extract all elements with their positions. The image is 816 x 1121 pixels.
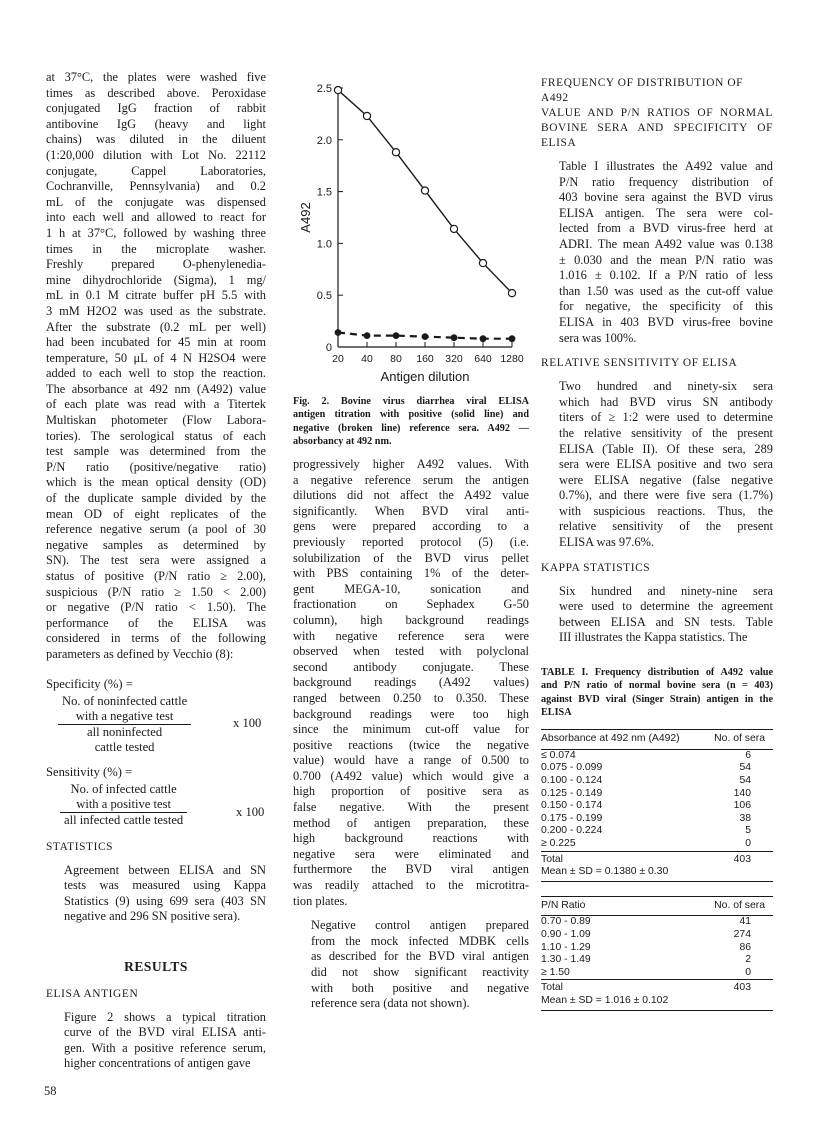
text-line: reference negative serum (a pool of 30 xyxy=(46,522,266,537)
text-line: sera was 100%. xyxy=(559,330,637,345)
positive-data-point xyxy=(392,149,399,156)
text-line: mine dihydrochloride (Sigma), 1 mg/ xyxy=(46,272,266,287)
text-line: status of positive (P/N ratio ≥ 2.00), xyxy=(46,569,266,583)
negative-data-point xyxy=(480,335,487,342)
table-row xyxy=(541,800,773,813)
text-line: P/N ratio (positive/negative ratio) xyxy=(46,459,266,474)
text-line: SN). The test sera were assigned a xyxy=(46,553,266,568)
text-line: ELISA was 97.6%. xyxy=(559,535,654,550)
relative-sensitivity-heading: RELATIVE SENSITIVITY OF ELISA xyxy=(541,357,738,370)
text-line: gen. With a positive reference serum, xyxy=(64,1040,266,1055)
text-line: as described for the BVD viral antigen xyxy=(311,949,529,964)
figure-caption xyxy=(293,395,529,448)
table-1-absorbance xyxy=(541,729,773,882)
negative-data-point xyxy=(393,332,400,339)
left-column xyxy=(46,70,266,1072)
table-row xyxy=(541,762,773,775)
text-line: considered in terms of the following xyxy=(46,631,266,646)
text-line: Negative control antigen prepared xyxy=(311,918,529,933)
text-line: than 1.50 was used as the cut-off value xyxy=(559,283,773,298)
x-tick-label: 320 xyxy=(445,353,463,365)
text-line: with both positive and negative xyxy=(311,980,529,995)
text-line: 0.700 (A492 value) which would give a xyxy=(293,768,529,783)
table-row xyxy=(541,942,773,955)
sensitivity-denominator: all infected cattle tested xyxy=(64,812,184,827)
text-line: Statistics (9) using 699 sera (403 SN xyxy=(64,893,266,908)
text-line: Table I illustrates the A492 value and xyxy=(559,159,773,173)
table-1-header-count: No. of sera xyxy=(704,730,773,750)
table-cell-range: 0.90 - 1.09 xyxy=(541,928,591,940)
table-mean-row xyxy=(541,995,773,1010)
table-cell-count: 0 xyxy=(745,837,751,849)
table-cell-range: 0.150 - 0.174 xyxy=(541,800,603,812)
table-cell-range: 0.075 - 0.099 xyxy=(541,762,603,774)
text-line: negative (broken line) reference sera. A492 — xyxy=(293,422,529,434)
text-line: for negative, the specificity of this xyxy=(559,299,773,314)
text-line: times as described above. Peroxidase xyxy=(46,85,266,100)
text-line: of each plate was read with a Titertek xyxy=(46,397,266,412)
y-tick-label: 1.0 xyxy=(316,238,332,251)
text-line: dilutions did not affect the A492 value xyxy=(293,488,529,503)
specificity-label: Specificity (%) = xyxy=(46,676,133,691)
table-row xyxy=(541,788,773,801)
text-line: against BVD viral (Singer Strain) antigen in the xyxy=(541,693,773,705)
y-tick-label: 1.5 xyxy=(316,186,332,199)
text-line: Six hundred and ninety-nine sera xyxy=(559,583,773,598)
text-line: of the duplicate sample divided by the xyxy=(46,491,266,506)
text-line: P/N ratio frequency distribution of xyxy=(559,174,773,189)
x-tick-label: 20 xyxy=(332,353,344,365)
text-line: ± 0.030 and the mean P/N ratio was xyxy=(559,252,773,267)
table-row xyxy=(541,929,773,942)
text-line: chains) was diluted in the diluent xyxy=(46,132,266,147)
text-line: significantly. When BVD viral anti- xyxy=(293,503,529,518)
table-1-caption xyxy=(541,666,773,719)
table-row xyxy=(541,838,773,851)
titration-chart xyxy=(290,72,538,392)
table-row xyxy=(541,967,773,980)
text-line: suspicious (P/N ratio ≥ 1.50 < 2.00) xyxy=(46,584,266,599)
table-1-pn-ratio xyxy=(541,896,773,1011)
table-cell-range: ≥ 1.50 xyxy=(541,966,570,978)
text-line: a negative reference serum the antigen xyxy=(293,472,529,487)
statistics-paragraph xyxy=(46,863,266,925)
table-cell-count: 0 xyxy=(745,966,751,978)
specificity-formula xyxy=(46,677,266,755)
text-line: was readily attached to the microtitra- xyxy=(293,878,529,893)
text-line: false negative. With the present xyxy=(293,800,529,815)
text-line: with PBS containing 1% of the deter- xyxy=(293,566,529,581)
table-cell-range: ≥ 0.225 xyxy=(541,837,576,849)
text-line: added to each well to stop the reaction. xyxy=(46,366,266,381)
table-row xyxy=(541,813,773,826)
text-line: which is the mean optical density (OD) xyxy=(46,475,266,490)
text-line: ELISA in 403 BVD virus-free bovine xyxy=(559,314,773,329)
text-line: background readings (A492 values) xyxy=(293,675,529,690)
text-line: did not show significant reactivity xyxy=(311,965,529,979)
sensitivity-multiplier: x 100 xyxy=(236,804,265,819)
text-line: mL in 0.1 M citrate buffer pH 5.5 with xyxy=(46,288,266,303)
text-line: negative samples as determined by xyxy=(46,537,266,552)
specificity-multiplier: x 100 xyxy=(233,715,262,730)
text-line: parameters as defined by Vecchio (8): xyxy=(46,646,234,661)
elisa-antigen-paragraph xyxy=(46,1010,266,1072)
text-line: the relative sensitivity of the present xyxy=(559,425,773,440)
table-cell-count: 6 xyxy=(745,749,751,761)
table-total-row xyxy=(541,980,773,995)
positive-data-point xyxy=(334,86,341,93)
table-total-label: Total xyxy=(541,851,704,866)
negative-control-paragraph xyxy=(293,918,529,1012)
text-line: conjugated IgG fraction of rabbit xyxy=(46,101,266,116)
text-line: negative sera were eliminated and xyxy=(293,846,529,861)
table-cell-count: 2 xyxy=(745,954,751,966)
table-cell-count: 5 xyxy=(745,825,751,837)
text-line: second antibody conjugate. These xyxy=(293,659,529,674)
text-line: progressively higher A492 values. With xyxy=(293,457,529,471)
text-line: Agreement between ELISA and SN xyxy=(64,862,266,877)
text-line: which had BVD virus SN antibody xyxy=(559,394,773,409)
table-total-label: Total xyxy=(541,980,647,995)
table-cell-count: 106 xyxy=(733,800,751,812)
text-line: at 37°C, the plates were washed five xyxy=(46,70,266,84)
table-row xyxy=(541,749,773,762)
text-line: antibovine IgG (heavy and light xyxy=(46,116,266,131)
text-line: background readings were too high xyxy=(293,706,529,721)
text-line: method of antigen preparation, these xyxy=(293,815,529,830)
table-mean: Mean ± SD = 1.016 ± 0.102 xyxy=(541,995,773,1010)
text-line: ADRI. The mean A492 value was 0.138 xyxy=(559,236,773,251)
table-cell-range: ≤ 0.074 xyxy=(541,749,576,761)
text-line: The absorbance at 492 nm (A492) value xyxy=(46,381,266,396)
table-2-header-count: No. of sera xyxy=(647,896,773,916)
positive-data-point xyxy=(508,290,515,297)
text-line: ELISA xyxy=(541,137,577,149)
table-row xyxy=(541,825,773,838)
text-line: Cochranville, Pennsylvania) and 0.2 xyxy=(46,179,266,194)
table-cell-count: 54 xyxy=(739,775,751,786)
text-line: high proportion of positive sera as xyxy=(293,784,529,799)
text-line: were used to determine the agreement xyxy=(559,599,773,614)
table-cell-count: 274 xyxy=(733,928,751,940)
table-cell-count: 38 xyxy=(739,812,751,824)
methods-paragraph xyxy=(46,70,266,663)
antigen-continuation-paragraph xyxy=(293,457,529,909)
specificity-numerator-2: with a negative test xyxy=(58,709,191,725)
kappa-paragraph xyxy=(541,584,773,646)
text-line: observed when tested with polyclonal xyxy=(293,644,529,659)
text-line: titers of ≥ 1:2 were used to determine xyxy=(559,410,773,425)
specificity-denominator-2: cattle tested xyxy=(94,739,155,754)
y-tick-label: 2.5 xyxy=(316,83,332,95)
text-line: BOVINE SERA AND SPECIFICITY OF xyxy=(541,122,773,134)
table-cell-range: 1.30 - 1.49 xyxy=(541,954,591,966)
text-line: Figure 2 shows a typical titration xyxy=(64,1009,266,1024)
text-line: had been incubated for 45 min at room xyxy=(46,335,266,350)
table-total-row xyxy=(541,851,773,866)
text-line: furthermore the BVD viral antigen xyxy=(293,862,529,877)
text-line: FREQUENCY OF DISTRIBUTION OF A492 xyxy=(541,77,744,104)
text-line: Freshly prepared O-phenylenedia- xyxy=(46,257,266,272)
text-line: from the mock infected MDBK cells xyxy=(311,933,529,948)
table-total-value: 403 xyxy=(704,851,773,866)
text-line: times in the microplate washer. xyxy=(46,241,266,256)
table-cell-range: 0.200 - 0.224 xyxy=(541,825,603,837)
text-line: ELISA xyxy=(541,706,572,718)
text-line: and P/N ratio of normal bovine sera (n = 403) xyxy=(541,680,773,692)
table-cell-range: 1.10 - 1.29 xyxy=(541,941,591,953)
table-cell-count: 140 xyxy=(733,787,751,799)
text-line: tories). The serological status of each xyxy=(46,428,266,443)
table-cell-range: 0.70 - 0.89 xyxy=(541,916,591,928)
kappa-heading: KAPPA STATISTICS xyxy=(541,561,651,574)
negative-data-point xyxy=(364,332,371,339)
text-line: ranged between 0.250 to 0.350. These xyxy=(293,690,529,705)
right-column xyxy=(541,76,773,1011)
text-line: gent MEGA-10, sonication and xyxy=(293,581,529,596)
text-line: 0.7%), and there were five sera (1.7%) xyxy=(559,488,773,503)
text-line: tion plates. xyxy=(293,893,348,908)
text-line: Multiskan photometer (Flow Labora- xyxy=(46,413,266,428)
text-line: gens were prepared according to a xyxy=(293,519,529,534)
frequency-distribution-heading xyxy=(541,76,773,151)
text-line: test sample was determined from the xyxy=(46,444,266,459)
text-line: antigen titration with positive (solid line) and xyxy=(293,409,529,421)
x-tick-label: 160 xyxy=(416,353,434,365)
table-mean: Mean ± SD = 0.1380 ± 0.30 xyxy=(541,866,773,881)
text-line: sera were ELISA positive and two sera xyxy=(559,457,773,472)
text-line: tests was measured using Kappa xyxy=(64,878,266,893)
text-line: between ELISA and SN tests. Table xyxy=(559,614,773,629)
table-cell-range: 0.125 - 0.149 xyxy=(541,787,603,799)
text-line: performance of the ELISA was xyxy=(46,615,266,630)
positive-data-point xyxy=(479,259,486,266)
negative-data-point xyxy=(509,335,516,342)
table-cell-range: 0.100 - 0.124 xyxy=(541,775,603,786)
page-number: 58 xyxy=(44,1084,57,1098)
text-line: III illustrates the Kappa statistics. The xyxy=(559,630,748,645)
text-line: positive reactions (twice the negative xyxy=(293,737,529,752)
text-line: After the substrate (0.2 mL per well) xyxy=(46,319,266,334)
text-line: fractionation on Sephadex G-50 xyxy=(293,597,529,612)
text-line: were ELISA negative (false negative xyxy=(559,472,773,487)
text-line: lected from a BVD virus-free herd at xyxy=(559,221,773,236)
x-tick-label: 1280 xyxy=(500,353,524,365)
sensitivity-label: Sensitivity (%) = xyxy=(46,764,133,779)
text-line: with negative reference sera were xyxy=(293,628,529,643)
table-row xyxy=(541,916,773,929)
sensitivity-numerator-1: No. of infected cattle xyxy=(70,781,177,796)
text-line: negative and 296 SN positive sera). xyxy=(64,909,241,924)
text-line: 3 mM H2O2 was used as the substrate. xyxy=(46,303,266,318)
text-line: curve of the BVD viral ELISA anti- xyxy=(64,1025,266,1040)
text-line: absorbancy at 492 nm. xyxy=(293,435,392,447)
y-tick-label: 2.0 xyxy=(316,134,332,147)
specificity-denominator-1: all noninfected xyxy=(87,724,163,739)
table-total-value: 403 xyxy=(647,980,773,995)
table-2-header-ratio: P/N Ratio xyxy=(541,896,647,916)
text-line: solubilization of the BVD virus pellet xyxy=(293,550,529,565)
sensitivity-formula xyxy=(46,765,266,828)
text-line: mL of the conjugate was dispensed xyxy=(46,194,266,209)
table-cell-count: 86 xyxy=(739,941,751,953)
text-line: (1:20,000 dilution with Lot No. 22112 xyxy=(46,147,266,162)
negative-data-point xyxy=(451,334,458,341)
text-line: high background reactions with xyxy=(293,831,529,846)
text-line: 403 bovine sera against the BVD virus xyxy=(559,190,773,205)
y-axis-label: A492 xyxy=(298,202,313,233)
text-line: since the minimum cut-off value for xyxy=(293,722,529,737)
middle-column xyxy=(293,457,529,1012)
text-line: mean OD of eight replicates of the xyxy=(46,506,266,521)
results-heading: RESULTS xyxy=(124,958,188,974)
table-cell-count: 41 xyxy=(739,916,751,928)
y-tick-label: 0 xyxy=(325,342,332,354)
x-tick-label: 80 xyxy=(390,353,402,365)
table-1-header-absorbance: Absorbance at 492 nm (A492) xyxy=(541,730,704,750)
text-line: TABLE I. Frequency distribution of A492 value xyxy=(541,667,773,679)
positive-data-point xyxy=(450,225,457,232)
table-cell-range: 0.175 - 0.199 xyxy=(541,812,603,824)
negative-data-point xyxy=(422,333,429,340)
text-line: with suspicious reactions. Thus, the xyxy=(559,503,773,518)
table-row xyxy=(541,954,773,967)
sensitivity-numerator-2: with a positive test xyxy=(60,797,187,813)
text-line: reference sera (data not shown). xyxy=(311,996,470,1011)
text-line: Fig. 2. Bovine virus diarrhea viral ELISA xyxy=(293,396,529,407)
table-row xyxy=(541,775,773,788)
text-line: relative sensitivity of the present xyxy=(559,519,773,534)
positive-data-point xyxy=(363,112,370,119)
text-line: higher concentrations of antigen gave xyxy=(64,1056,251,1071)
text-line: temperature, 50 μL of 4 N H2SO4 were xyxy=(46,350,266,365)
text-line: column), high background readings xyxy=(293,612,529,627)
text-line: VALUE AND P/N RATIOS OF NORMAL xyxy=(541,107,773,119)
elisa-antigen-heading: ELISA ANTIGEN xyxy=(46,987,139,1000)
text-line: into each well and allowed to react for xyxy=(46,210,266,225)
text-line: 1.016 ± 0.102. If a P/N ratio of less xyxy=(559,268,773,283)
specificity-numerator-1: No. of noninfected cattle xyxy=(62,693,188,708)
text-line: or negative (P/N ratio < 1.50). The xyxy=(46,600,266,615)
figure-2 xyxy=(290,72,538,392)
text-line: ELISA antigen. The sera were col- xyxy=(559,205,773,220)
text-line: Two hundred and ninety-six sera xyxy=(559,379,773,394)
text-line: ELISA (Table II). Of these sera, 289 xyxy=(559,441,773,456)
table-mean-row xyxy=(541,866,773,881)
x-axis-label: Antigen dilution xyxy=(380,369,470,384)
text-line: 1 h at 37°C, followed by washing three xyxy=(46,225,266,240)
y-tick-label: 0.5 xyxy=(316,290,332,303)
positive-data-point xyxy=(421,187,428,194)
text-line: value) would have a range of 0.500 to xyxy=(293,753,529,768)
text-line: conjugate, Cappel Laboratories, xyxy=(46,163,266,178)
negative-data-point xyxy=(335,329,342,336)
x-tick-label: 640 xyxy=(474,353,492,365)
relative-sensitivity-paragraph xyxy=(541,379,773,551)
statistics-heading: STATISTICS xyxy=(46,840,114,853)
table-cell-count: 54 xyxy=(739,762,751,774)
frequency-paragraph xyxy=(541,159,773,346)
text-line: previously reported protocol (5) (i.e. xyxy=(293,534,529,549)
x-tick-label: 40 xyxy=(361,353,373,365)
